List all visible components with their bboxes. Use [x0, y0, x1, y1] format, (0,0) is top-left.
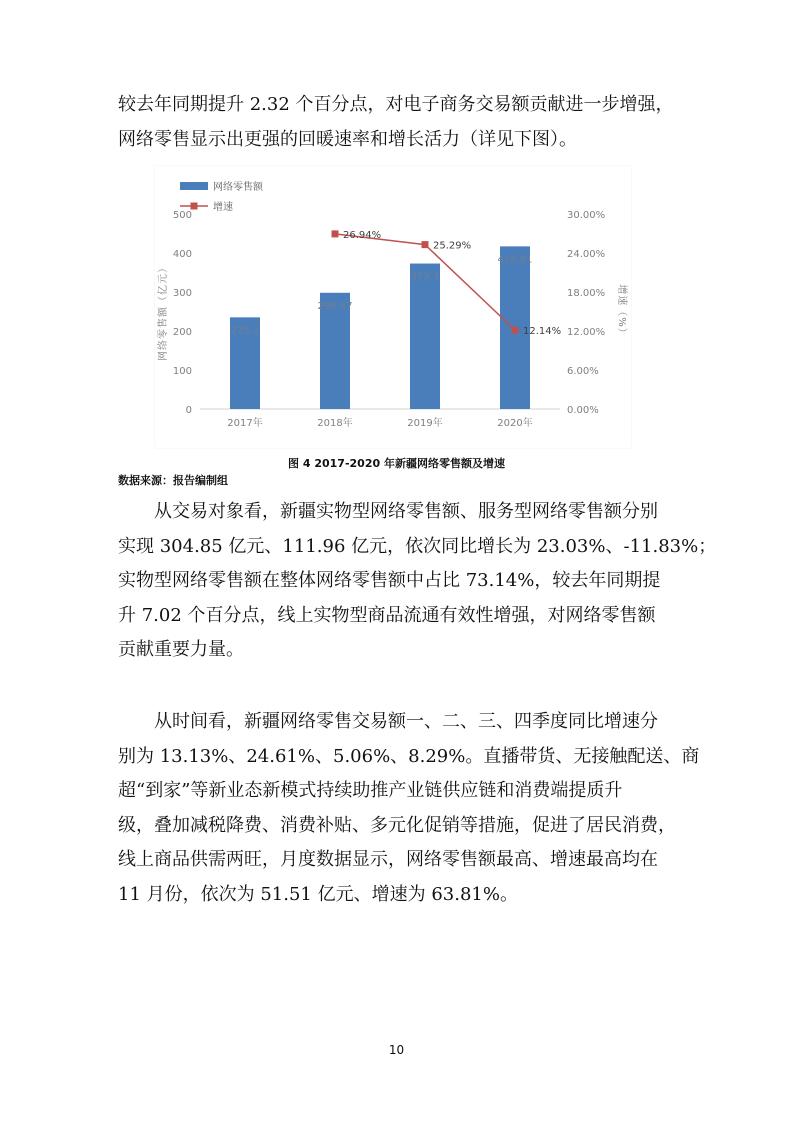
- paragraph-line: 从时间看，新疆网络零售交易额一、二、三、四季度同比增速分: [118, 711, 658, 732]
- x-tick-label: 2020年: [497, 418, 533, 429]
- paragraph-line: 实现 304.85 亿元、111.96 亿元，依次同比增长为 23.03%、-11.83%；: [118, 535, 717, 557]
- paragraph-2: [118, 495, 717, 668]
- paragraph-line: 实物型网络零售额在整体网络零售额中占比 73.14%，较去年同期提: [118, 570, 661, 591]
- chart-container: [155, 166, 631, 448]
- y-tick-label: 300: [172, 288, 192, 299]
- y2-axis-title: 增速（%）: [616, 284, 627, 339]
- y2-tick-label: 24.00%: [567, 249, 606, 260]
- paragraph-line: 线上商品供需两旺，月度数据显示，网络零售额最高、增速最高均在: [118, 849, 658, 870]
- bar-data-label: 235.1: [230, 325, 260, 337]
- paragraph-line: 较去年同期提升 2.32 个百分点，对电子商务交易额贡献进一步增强，: [118, 94, 674, 115]
- legend-line-marker: [191, 203, 198, 210]
- x-tick-label: 2019年: [407, 418, 443, 429]
- y-tick-label: 500: [172, 210, 192, 221]
- y-tick-label: 200: [172, 327, 192, 338]
- data-source: 数据来源：报告编制组: [118, 474, 228, 487]
- paragraph-line: 超“到家”等新业态新模式持续助推产业链供应链和消费端提质升: [118, 780, 623, 801]
- paragraph-3: [118, 705, 700, 912]
- paragraph-line: 级，叠加减税降费、消费补贴、多元化促销等措施，促进了居民消费，: [118, 814, 676, 836]
- paragraph-line: 从交易对象看，新疆实物型网络零售额、服务型网络零售额分别: [118, 501, 658, 522]
- paragraph-line: 别为 13.13%、24.61%、5.06%、8.29%。直播带货、无接触配送、商: [118, 745, 700, 767]
- y2-tick-label: 30.00%: [567, 210, 606, 221]
- figure-caption: 图 4 2017-2020 年新疆网络零售额及增速: [288, 457, 505, 470]
- y2-tick-label: 6.00%: [567, 366, 599, 377]
- x-tick-label: 2018年: [317, 418, 353, 429]
- paragraph-line: 网络零售显示出更强的回暖速率和增长活力（详见下图）。: [118, 128, 577, 150]
- paragraph-1: [118, 88, 684, 157]
- paragraph-line: 贡献重要力量。: [118, 639, 244, 660]
- bar-data-label: 298.67: [317, 300, 353, 312]
- bar: [410, 264, 440, 409]
- bar-data-label: 373.3: [410, 271, 440, 283]
- growth-data-label: 25.29%: [433, 240, 472, 252]
- combo-chart: [155, 166, 631, 448]
- bar-data-label: 416.81: [497, 254, 533, 266]
- page-number: 10: [388, 1043, 405, 1057]
- paragraph-line: 升 7.02 个百分点，线上实物型商品流通有效性增强，对网络零售额: [118, 604, 656, 626]
- growth-data-label: 26.94%: [343, 229, 382, 241]
- paragraph-line: 11 月份，依次为 51.51 亿元、增速为 63.81%。: [118, 883, 518, 905]
- growth-point: [512, 327, 519, 334]
- y-axis-title: 网络零售额（亿元）: [158, 262, 169, 361]
- y2-tick-label: 18.00%: [567, 288, 606, 299]
- y-tick-label: 0: [185, 405, 192, 416]
- growth-point: [332, 230, 339, 237]
- legend-bar-swatch: [180, 182, 208, 190]
- y2-tick-label: 12.00%: [567, 327, 606, 338]
- y-tick-label: 100: [172, 366, 192, 377]
- growth-point: [422, 241, 429, 248]
- x-tick-label: 2017年: [227, 418, 263, 429]
- legend-bar-label: 网络零售额: [213, 182, 263, 193]
- legend-line-label: 增速: [213, 202, 233, 213]
- y2-tick-label: 0.00%: [567, 405, 599, 416]
- growth-data-label: 12.14%: [523, 326, 562, 338]
- y-tick-label: 400: [172, 249, 192, 260]
